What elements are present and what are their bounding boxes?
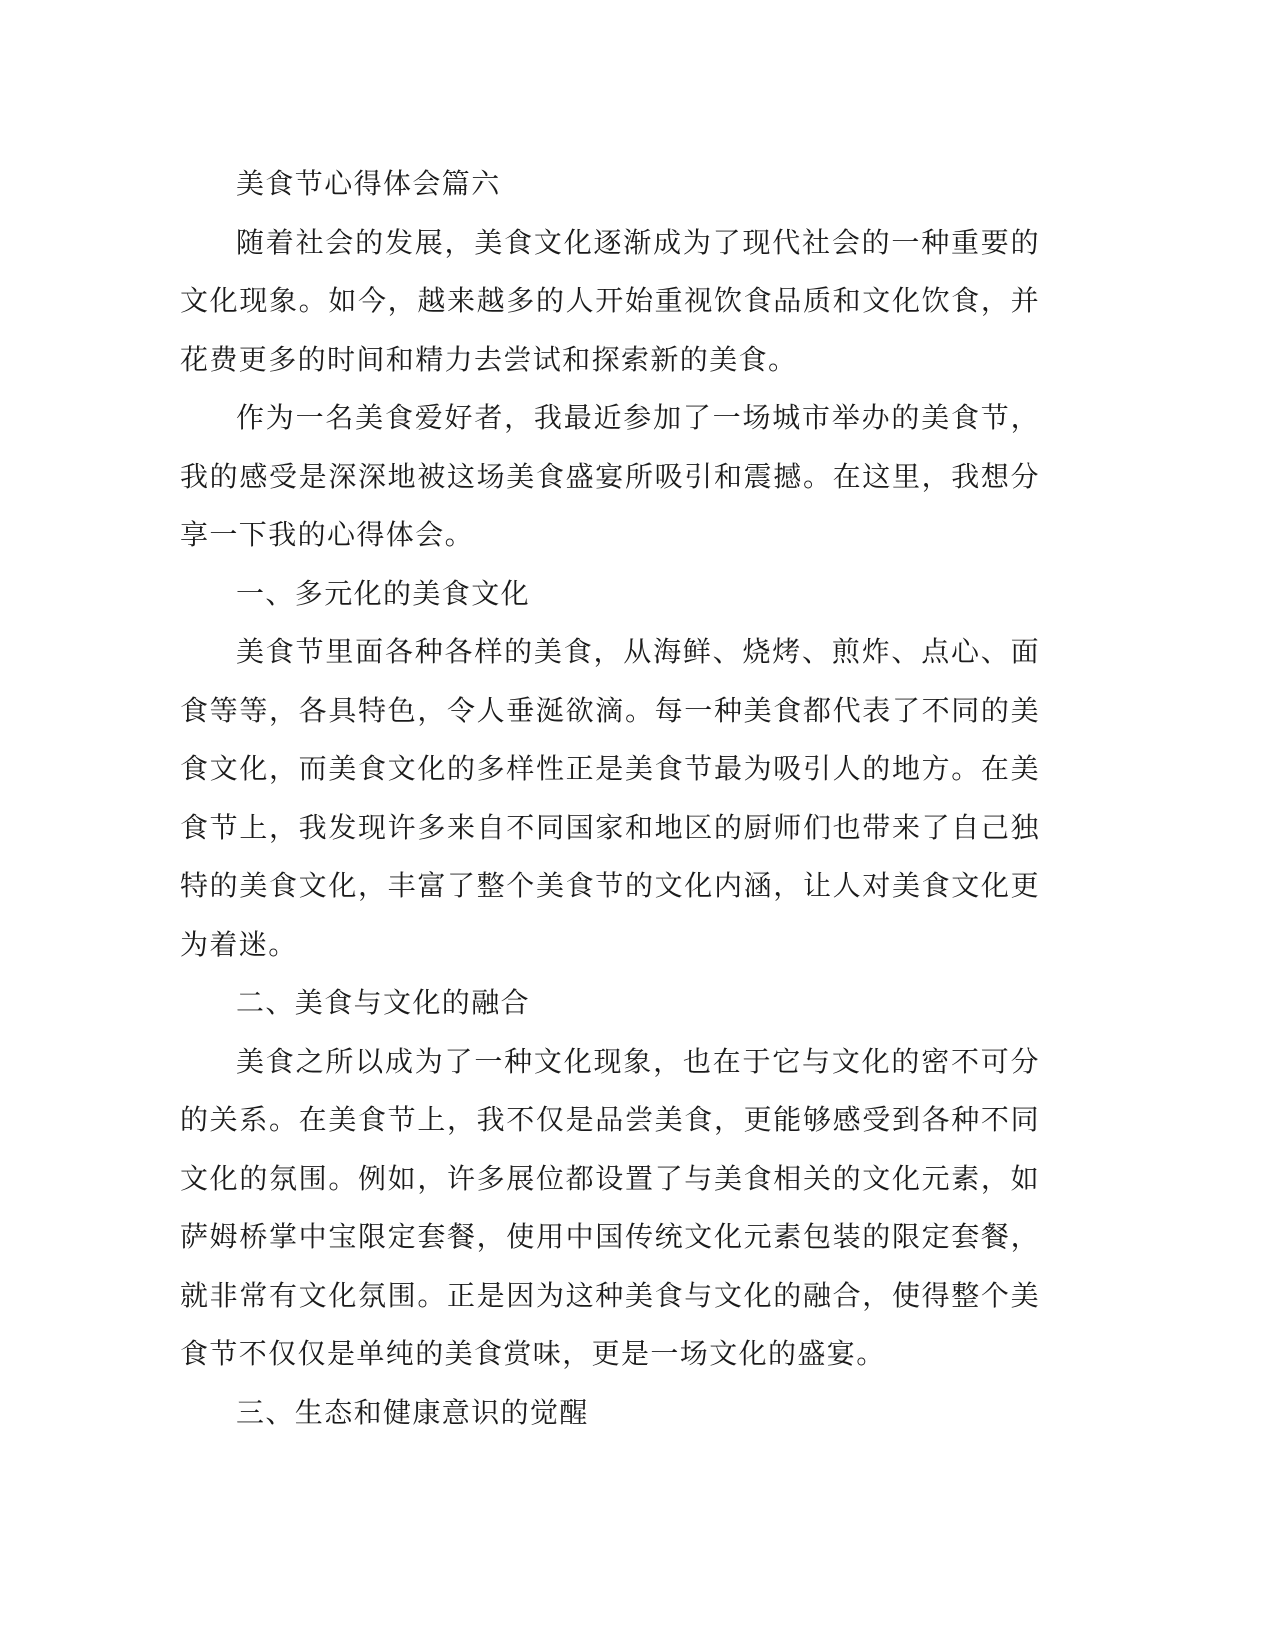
document-body [180,155,1040,1442]
section-heading: 二、美食与文化的融合 [236,986,531,1019]
document-title: 美食节心得体会篇六 [236,167,501,200]
section-heading: 三、生态和健康意识的觉醒 [236,1395,589,1429]
intro-paragraph: 作为一名美食爱好者，我最近参加了一场城市举办的美食节，我的感受是深深地被这场美食盛宴所吸引和震撼。在这里，我想分享一下我的心得体会。 [180,401,1040,551]
section-heading: 一、多元化的美食文化 [236,576,531,610]
section-paragraph: 美食之所以成为了一种文化现象，也在于它与文化的密不可分的关系。在美食节上，我不仅是品尝美食，更能够感受到各种不同文化的氛围。例如，许多展位都设置了与美食相关的文化元素，如萨姆桥掌中宝限定套餐，使用中国传统文化元素包装的限定套餐，就非常有文化氛围。正是因为这种美食与文化的融合，使得整个美食节不仅仅是单纯的美食赏味，更是一场文化的盛宴。 [180,1044,1040,1370]
section-paragraph: 美食节里面各种各样的美食，从海鲜、烧烤、煎炸、点心、面食等等，各具特色，令人垂涎欲滴。每一种美食都代表了不同的美食文化，而美食文化的多样性正是美食节最为吸引人的地方。在美食节上，我发现许多来自不同国家和地区的厨师们也带来了自己独特的美食文化，丰富了整个美食节的文化内涵，让人对美食文化更为着迷。 [180,635,1040,961]
intro-paragraph: 随着社会的发展，美食文化逐渐成为了现代社会的一种重要的文化现象。如今，越来越多的人开始重视饮食品质和文化饮食，并花费更多的时间和精力去尝试和探索新的美食。 [180,225,1040,376]
